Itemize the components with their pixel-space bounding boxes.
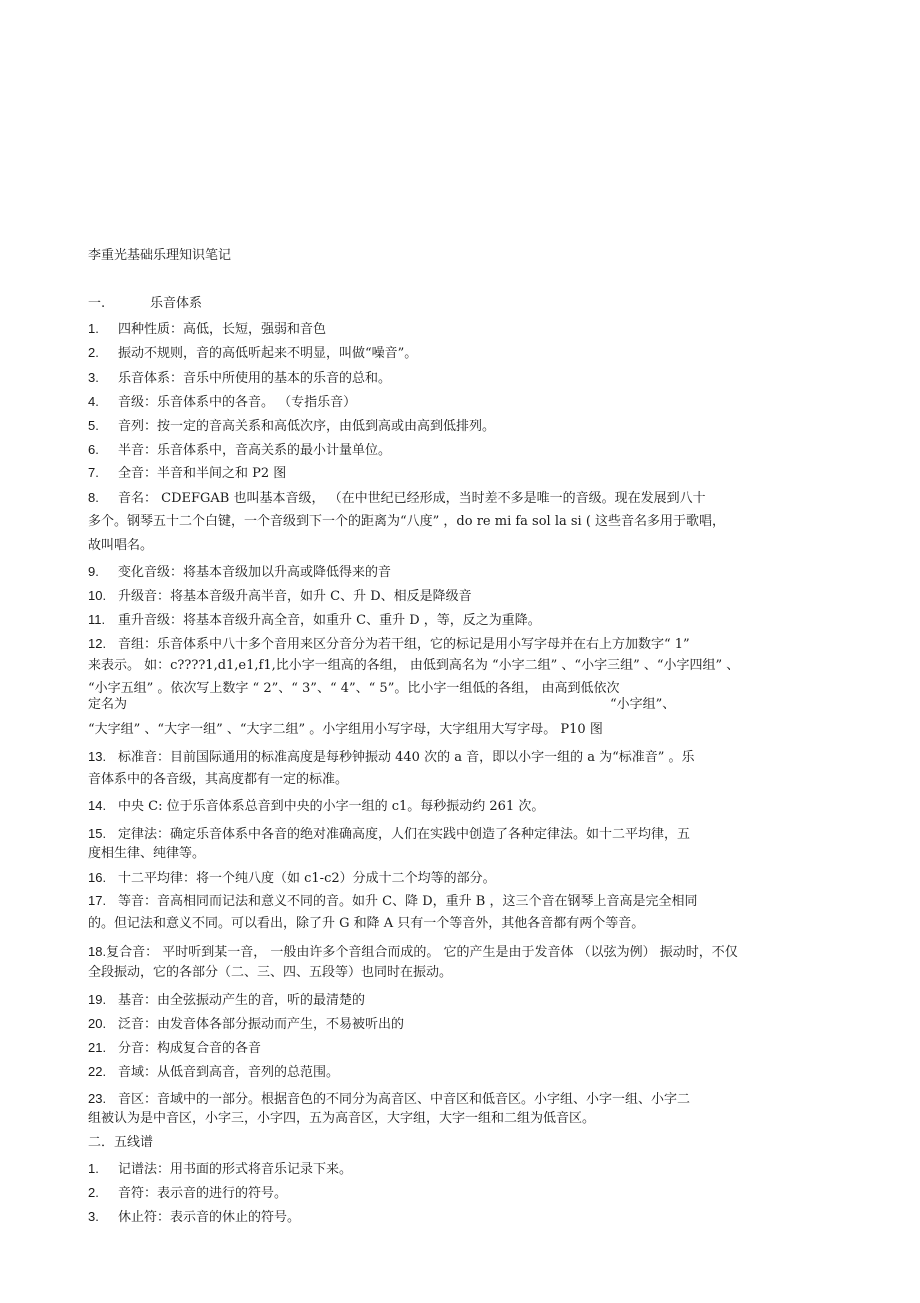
section-number: 一. [88, 296, 106, 311]
list-item [88, 1209, 300, 1226]
item-continuation: “大字组” 、“大字一组” 、“大字二组” 。小字组用小写字母，大字组用大写字母。 P10 图 [88, 722, 603, 737]
item-text: 中央 C: 位于乐音体系总音到中央的小字一组的 c1。每秒振动约 261 次。 [118, 799, 545, 814]
item-continuation: “小字五组” 。依次写上数字 “ 2”、“ 3”、“ 4”、“ 5”。比小字一组低的各组， 由高到低依次 [88, 681, 620, 696]
item-number: 13. [88, 749, 107, 764]
item-text: 泛音：由发音体各部分振动而产生，不易被听出的 [118, 1017, 405, 1032]
item-number: 3. [88, 370, 99, 385]
list-item [88, 321, 326, 338]
item-number: 7. [88, 465, 99, 480]
list-item [88, 1185, 287, 1202]
item-text: 等音：音高相同而记法和意义不同的音。如升 C、降 D，重升 B ，这三个音在钢琴上音高是完全相同 [118, 894, 698, 909]
list-item [88, 1016, 404, 1033]
item-text: 重升音级：将基本音级升高全音，如重升 C、重升 D ，等，反之为重降。 [118, 613, 541, 628]
item-number: 23. [88, 1091, 107, 1106]
section-heading-1 [88, 296, 202, 312]
item-number: 1. [88, 1161, 99, 1176]
item-text: 四种性质：高低，长短，强弱和音色 [118, 322, 327, 337]
item-number: 18. [88, 944, 107, 959]
list-item [88, 612, 541, 629]
item-number: 9. [88, 564, 99, 579]
list-item [88, 442, 391, 459]
item-text: 基音：由全弦振动产生的音，听的最清楚的 [118, 993, 366, 1008]
list-item [88, 798, 544, 815]
item-text: 全音：半音和半间之和 P2 图 [118, 466, 287, 481]
list-item [88, 944, 738, 961]
item-text: 十二平均律：将一个纯八度（如 c1-c2）分成十二个均等的部分。 [118, 871, 496, 886]
list-item [88, 870, 496, 887]
list-item [88, 345, 417, 362]
item-number: 12. [88, 636, 107, 651]
list-item [88, 1040, 261, 1057]
item-number: 16. [88, 870, 107, 885]
item-text: 休止符：表示音的休止的符号。 [118, 1210, 301, 1225]
item-text: 分音：构成复合音的各音 [118, 1041, 262, 1056]
item-number: 22. [88, 1064, 107, 1079]
list-item [88, 588, 472, 605]
item-text: 音级：乐音体系中的各音。 （专指乐音） [118, 395, 357, 410]
item-number: 10. [88, 588, 107, 603]
item-number: 21. [88, 1040, 107, 1055]
list-item [88, 749, 695, 766]
item-text: 变化音级：将基本音级加以升高或降低得来的音 [118, 565, 392, 580]
item-number: 19. [88, 992, 107, 1007]
item-text: 音列：按一定的音高关系和高低次序，由低到高或由高到低排列。 [118, 419, 496, 434]
item-number: 15. [88, 826, 107, 841]
list-item [88, 1064, 339, 1081]
list-item [88, 418, 495, 435]
section-heading-2: 二．五线谱 [88, 1135, 154, 1150]
list-item [88, 826, 690, 843]
item-continuation: 多个。钢琴五十二个白键，一个音级到下一个的距离为“八度” ，do re mi fa sol la si ( 这些音名多用于歌唱， [88, 514, 726, 529]
item-continuation: 故叫唱名。 [88, 538, 154, 553]
item-number: 11. [88, 612, 106, 627]
item-continuation: 定名为 [88, 697, 128, 712]
item-continuation: 音体系中的各音级，其高度都有一定的标准。 [88, 772, 349, 787]
item-text: 音名： CDEFGAB 也叫基本音级， （在中世纪已经形成，当时差不多是唯一的音级。现在发展到八十 [118, 491, 706, 506]
item-continuation: 组被认为是中音区，小字三，小字四，五为高音区，大字组，大字一组和二组为低音区。 [88, 1111, 596, 1126]
item-number: 1. [88, 321, 99, 336]
item-text: 复合音： 平时听到某一音， 一般由许多个音组合而成的。 它的产生是由于发音体 （以弦为例） 振动时，不仅 [106, 945, 738, 960]
item-text: 记谱法：用书面的形式将音乐记录下来。 [118, 1162, 353, 1177]
item-number: 2. [88, 345, 99, 360]
list-item [88, 394, 356, 411]
item-text: 音域：从低音到高音，音列的总范围。 [118, 1065, 340, 1080]
item-number: 5. [88, 418, 99, 433]
item-continuation: 来表示。 如：c????1,d1,e1,f1,比小字一组高的各组， 由低到高名为 “小字二组” 、“小字三组” 、“小字四组” 、 [88, 658, 740, 673]
item-continuation: 度相生律、纯律等。 [88, 846, 206, 861]
item-number: 20. [88, 1016, 107, 1031]
item-text: 半音：乐音体系中，音高关系的最小计量单位。 [118, 443, 392, 458]
document-title: 李重光基础乐理知识笔记 [88, 248, 232, 263]
item-number: 6. [88, 442, 99, 457]
item-text: 振动不规则，音的高低听起来不明显，叫做“噪音”。 [118, 346, 418, 361]
item-number: 17. [88, 893, 107, 908]
list-item [88, 490, 706, 507]
item-text: 音区：音域中的一部分。根据音色的不同分为高音区、中音区和低音区。小字组、小字一组、小字二 [118, 1092, 691, 1107]
item-continuation: 的。但记法和意义不同。可以看出，除了升 G 和降 A 只有一个等音外，其他各音都有两个等音。 [88, 916, 645, 931]
item-text: 音符：表示音的进行的符号。 [118, 1186, 288, 1201]
item-text: 乐音体系：音乐中所使用的基本的乐音的总和。 [118, 371, 392, 386]
item-text: 升级音：将基本音级升高半音，如升 C、升 D、相反是降级音 [118, 589, 472, 604]
list-item [88, 1161, 352, 1178]
list-item [88, 636, 690, 653]
item-number: 8. [88, 490, 99, 505]
item-number: 4. [88, 394, 99, 409]
item-text: 标准音：目前国际通用的标准高度是每秒钟振动 440 次的 a 音，即以小字一组的 a 为“标准音” 。乐 [118, 750, 695, 765]
list-item [88, 992, 365, 1009]
list-item [88, 1091, 690, 1108]
item-text: 音组：乐音体系中八十多个音用来区分音分为若干组，它的标记是用小写字母并在右上方加数字“ 1” [118, 637, 690, 652]
section-title: 乐音体系 [150, 296, 203, 311]
item-continuation: “小字组”、 [610, 697, 676, 712]
list-item [88, 465, 286, 482]
item-continuation: 全段振动，它的各部分（二、三、四、五段等）也同时在振动。 [88, 965, 453, 980]
list-item [88, 893, 697, 910]
list-item [88, 370, 391, 387]
list-item [88, 564, 391, 581]
item-number: 3. [88, 1209, 99, 1224]
item-number: 2. [88, 1185, 99, 1200]
item-text: 定律法：确定乐音体系中各音的绝对准确高度，人们在实践中创造了各种定律法。如十二平均律，五 [118, 827, 691, 842]
item-number: 14. [88, 798, 107, 813]
